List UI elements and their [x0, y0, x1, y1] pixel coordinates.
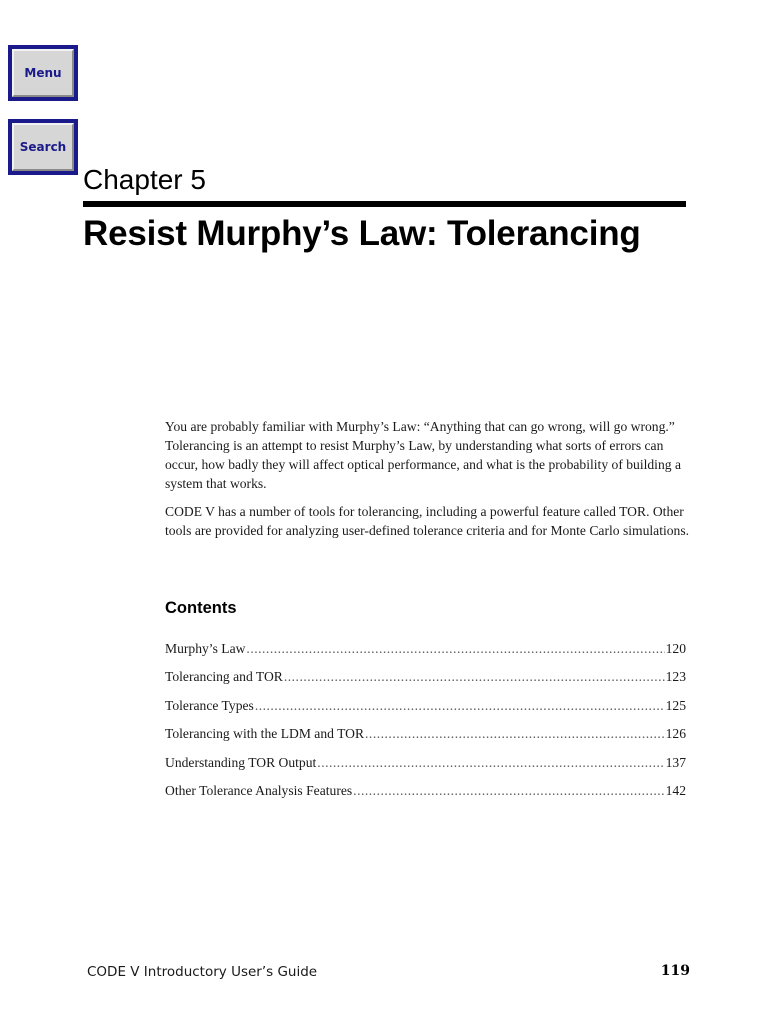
intro-paragraph: You are probably familiar with Murphy’s Law: “Anything that can go wrong, will go wrong.” Tolerancing is an attempt to resist Murphy’s Law, by understanding what sorts of errors can occur, how badly they will affect optical performance, and what is the probability of building a system that works.	[165, 419, 681, 491]
toc-entry-title: Tolerance Types	[165, 697, 254, 713]
toc-leader-dots	[353, 781, 664, 800]
table-of-contents	[165, 639, 686, 809]
toc-entry-tolerancing-and-tor[interactable]	[165, 667, 686, 695]
toc-entry-page: 137	[665, 754, 686, 770]
toc-entry-page: 125	[665, 697, 686, 713]
footer-guide-title: CODE V Introductory User’s Guide	[87, 964, 318, 980]
toc-entry-understanding-tor-output[interactable]	[165, 753, 686, 781]
toc-entry-other-tolerance-features[interactable]	[165, 781, 686, 809]
intro-text	[165, 417, 690, 549]
toc-entry-title: Other Tolerance Analysis Features	[165, 782, 353, 798]
toc-entry-title: Tolerancing and TOR	[165, 669, 283, 685]
toc-leader-dots	[255, 696, 665, 715]
intro-paragraph: CODE V has a number of tools for tolerancing, including a powerful feature called TOR. Other tools are provided for analyzing user-defined tolerance criteria and for Monte Carlo simulations.	[165, 504, 690, 538]
toc-entry-tolerance-types[interactable]	[165, 696, 686, 724]
toc-entry-page: 142	[665, 782, 686, 798]
toc-entry-murphys-law[interactable]	[165, 639, 686, 667]
toc-leader-dots	[246, 639, 664, 658]
search-button[interactable]	[8, 119, 78, 175]
toc-entry-page: 120	[665, 641, 686, 656]
toc-entry-tolerancing-with-ldm[interactable]	[165, 724, 686, 752]
menu-button[interactable]	[8, 45, 78, 101]
chapter-rule	[83, 201, 686, 207]
toc-entry-title: Tolerancing with the LDM and TOR	[165, 726, 365, 742]
search-button-label: Search	[12, 123, 74, 171]
menu-button-label: Menu	[12, 49, 74, 97]
toc-leader-dots	[317, 753, 664, 772]
toc-entry-title: Understanding TOR Output	[165, 754, 317, 770]
footer-page-number: 119	[660, 963, 690, 979]
chapter-title: Resist Murphy’s Law: Tolerancing	[83, 214, 641, 253]
toc-entry-page: 123	[665, 669, 686, 685]
chapter-label: Chapter 5	[83, 164, 206, 195]
contents-heading: Contents	[165, 599, 237, 617]
toc-leader-dots	[284, 667, 665, 686]
toc-leader-dots	[365, 724, 665, 743]
toc-entry-page: 126	[665, 726, 686, 742]
toc-entry-title: Murphy’s Law	[165, 641, 246, 656]
